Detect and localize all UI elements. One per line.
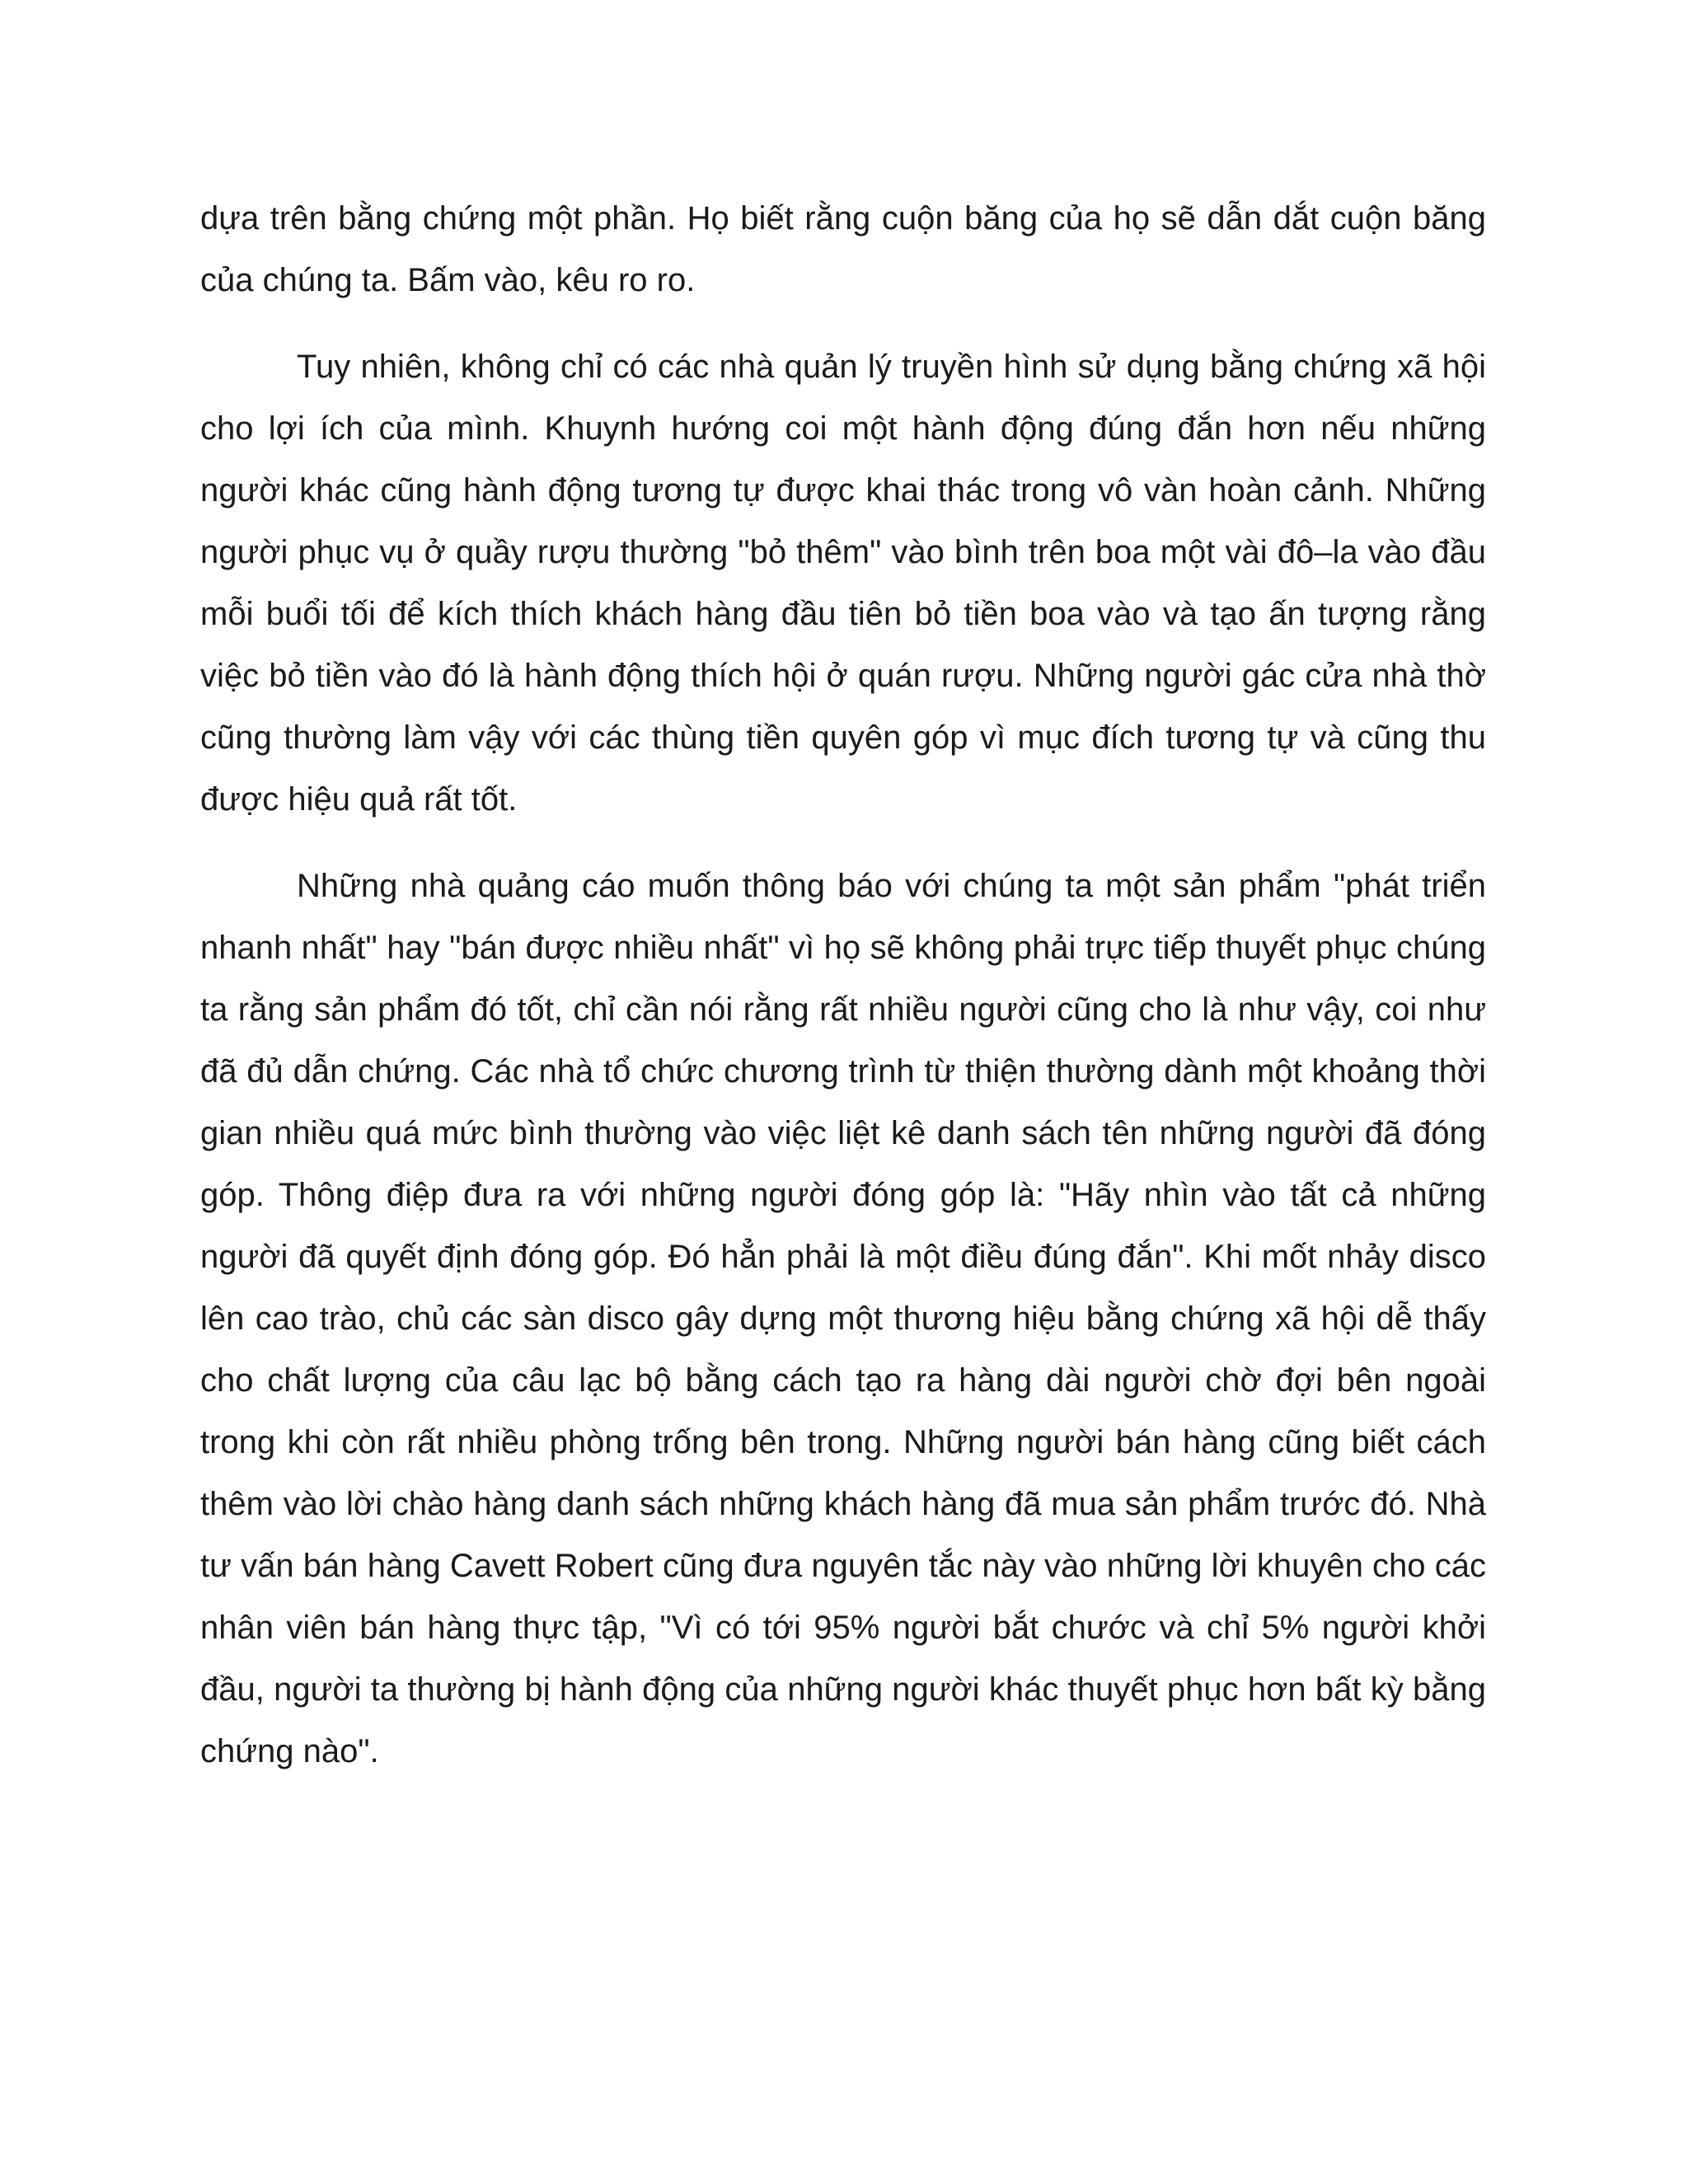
paragraph-continuation: dựa trên bằng chứng một phần. Họ biết rằng cuộn băng của họ sẽ dẫn dắt cuộn băng của chúng ta. Bấm vào, kêu ro ro. — [200, 200, 1486, 298]
paragraph-advertisers: Những nhà quảng cáo muốn thông báo với chúng ta một sản phẩm "phát triển nhanh nhất" hay "bán được nhiều nhất" vì họ sẽ không phải trực tiếp thuyết phục chúng ta rằng sản phẩm đó tốt, chỉ cần nói rằng rất nhiều người cũng cho là như vậy, coi như đã đủ dẫn chứng. Các nhà tổ chức chương trình từ thiện thường dành một khoảng thời gian nhiều quá mức bình thường vào việc liệt kê danh sách tên những người đã đóng góp. Thông điệp đưa ra với những người đóng góp là: "Hãy nhìn vào tất cả những người đã quyết định đóng góp. Đó hẳn phải là một điều đúng đắn". Khi mốt nhảy disco lên cao trào, chủ các sàn disco gây dựng một thương hiệu bằng chứng xã hội dễ thấy cho chất lượng của câu lạc bộ bằng cách tạo ra hàng dài người chờ đợi bên ngoài trong khi còn rất nhiều phòng trống bên trong. Những người bán hàng cũng biết cách thêm vào lời chào hàng danh sách những khách hàng đã mua sản phẩm trước đó. Nhà tư vấn bán hàng Cavett Robert cũng đưa nguyên tắc này vào những lời khuyên cho các nhân viên bán hàng thực tập, "Vì có tới 95% người bắt chước và chỉ 5% người khởi đầu, người ta thường bị hành động của những người khác thuyết phục hơn bất kỳ bằng chứng nào". — [200, 868, 1486, 1769]
document-body — [200, 188, 1486, 1807]
paragraph-social-proof-usage: Tuy nhiên, không chỉ có các nhà quản lý truyền hình sử dụng bằng chứng xã hội cho lợi ích của mình. Khuynh hướng coi một hành động đúng đắn hơn nếu những người khác cũng hành động tương tự được khai thác trong vô vàn hoàn cảnh. Những người phục vụ ở quầy rượu thường "bỏ thêm" vào bình trên boa một vài đô–la vào đầu mỗi buổi tối để kích thích khách hàng đầu tiên bỏ tiền boa vào và tạo ấn tượng rằng việc bỏ tiền vào đó là hành động thích hội ở quán rượu. Những người gác cửa nhà thờ cũng thường làm vậy với các thùng tiền quyên góp vì mục đích tương tự và cũng thu được hiệu quả rất tốt. — [200, 349, 1486, 818]
